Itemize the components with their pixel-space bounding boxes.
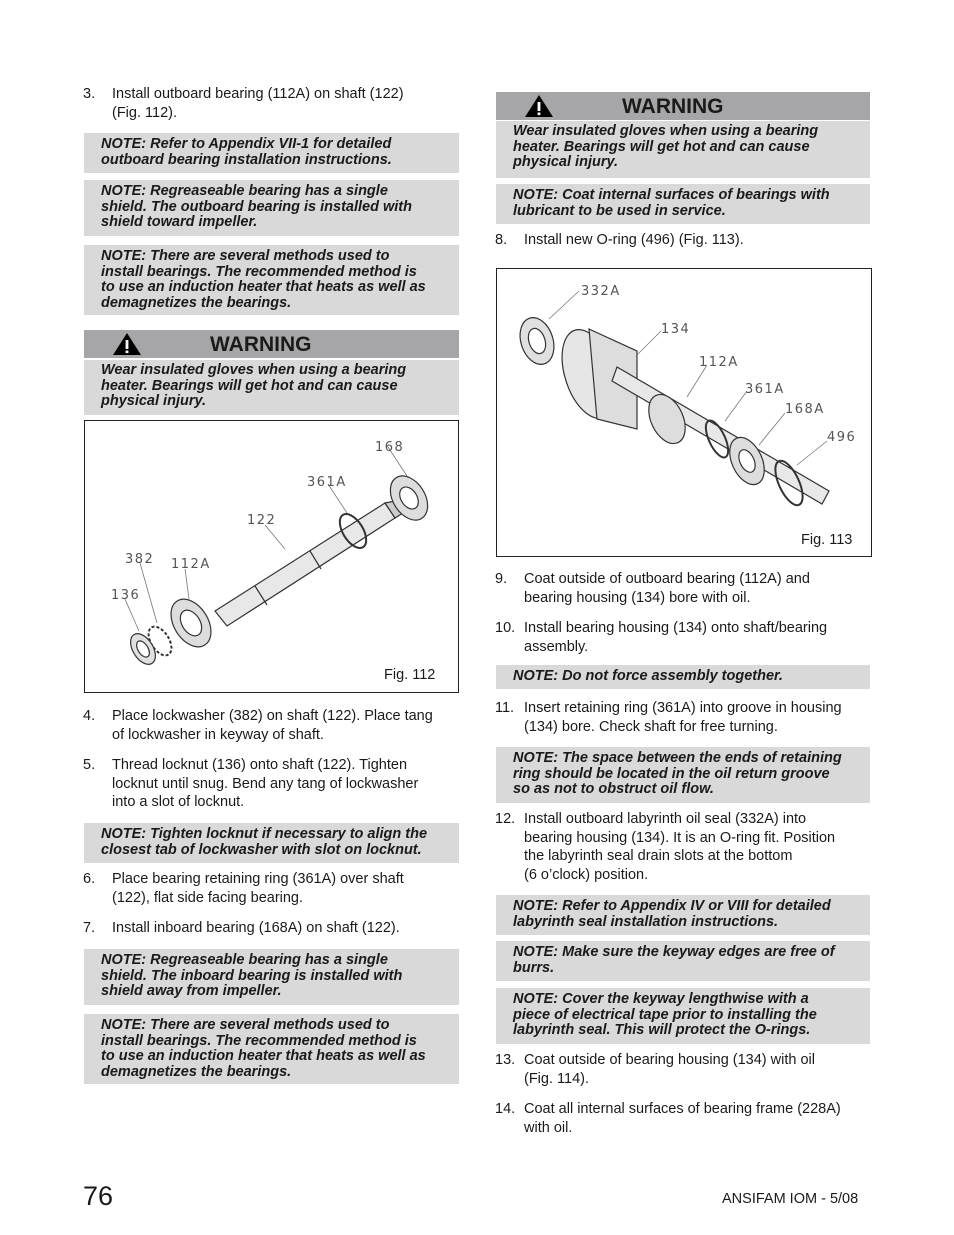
label-134: 134 xyxy=(661,322,691,337)
note-coat-bearings: NOTE: Coat internal surfaces of bearings with lubricant to be used in service. xyxy=(496,184,870,224)
step-number: 3. xyxy=(83,86,96,102)
label-168a: 168A xyxy=(785,402,825,417)
step-text: Coat outside of outboard bearing (112A) and bearing housing (134) bore with oil. xyxy=(524,571,810,606)
step-number: 9. xyxy=(495,571,508,587)
figure-112 xyxy=(84,420,459,693)
note-install-methods: NOTE: There are several methods used to install bearings. The recommended method is to use an induction heater that heats as well as demagnetizes the bearings. xyxy=(84,245,459,315)
document-id: ANSIFAM IOM - 5/08 xyxy=(722,1191,859,1207)
note-install-methods-2: NOTE: There are several methods used to install bearings. The recommended method is to use an induction heater that heats as well as demagnetizes the bearings. xyxy=(84,1014,459,1084)
label-332a: 332A xyxy=(581,284,621,299)
page-number: 76 xyxy=(83,1181,114,1211)
step-text: Coat outside of bearing housing (134) with oil (Fig. 114). xyxy=(524,1052,815,1087)
warning-body: Wear insulated gloves when using a bearing heater. Bearings will get hot and can cause physical injury. xyxy=(496,121,870,178)
step-number: 10. xyxy=(495,620,516,636)
label-361a: 361A xyxy=(307,475,347,490)
label-496: 496 xyxy=(827,430,857,445)
step-text: Thread locknut (136) onto shaft (122). Tighten locknut until snug. Bend any tang of lockwasher into a slot of locknut. xyxy=(112,757,419,810)
label-382: 382 xyxy=(125,552,155,567)
warning-body: Wear insulated gloves when using a bearing heater. Bearings will get hot and can cause physical injury. xyxy=(84,360,459,415)
shaft-assembly-illustration xyxy=(85,421,458,692)
warning-title: WARNING xyxy=(210,333,312,356)
step-text: Install outboard bearing (112A) on shaft (122) (Fig. 112). xyxy=(112,86,404,121)
figure-caption: Fig. 112 xyxy=(384,667,436,683)
warning-title: WARNING xyxy=(622,95,724,118)
note-do-not-force: NOTE: Do not force assembly together. xyxy=(496,665,870,689)
housing-assembly-illustration xyxy=(497,269,871,556)
note-tighten-locknut: NOTE: Tighten locknut if necessary to align the closest tab of lockwasher with slot on locknut. xyxy=(84,823,459,863)
label-361a: 361A xyxy=(745,382,785,397)
step-text: Install outboard labyrinth oil seal (332A) into bearing housing (134). It is an O-ring fit. Position the labyrinth seal drain slots at the bottom (6 o’clock) position. xyxy=(524,811,836,883)
step-text: Install inboard bearing (168A) on shaft (122). xyxy=(112,920,400,936)
step-text: Place bearing retaining ring (361A) over shaft (122), flat side facing bearing. xyxy=(112,871,404,906)
note-appendix-vii: NOTE: Refer to Appendix VII-1 for detailed outboard bearing installation instructions. xyxy=(84,133,459,173)
step-number: 5. xyxy=(83,757,96,773)
step-number: 13. xyxy=(495,1052,516,1068)
step-text: Install new O-ring (496) (Fig. 113). xyxy=(524,232,744,248)
note-keyway-tape: NOTE: Cover the keyway lengthwise with a piece of electrical tape prior to installing the labyrinth seal. This will protect the O-rings. xyxy=(496,988,870,1044)
label-112a: 112A xyxy=(171,557,211,572)
figure-113 xyxy=(496,268,872,557)
step-number: 7. xyxy=(83,920,96,936)
step-text: Coat all internal surfaces of bearing frame (228A) with oil. xyxy=(524,1101,841,1136)
note-appendix-iv-viii: NOTE: Refer to Appendix IV or VIII for detailed labyrinth seal installation instructions. xyxy=(496,895,870,935)
step-number: 12. xyxy=(495,811,516,827)
label-122: 122 xyxy=(247,513,277,528)
note-regreaseable-inboard: NOTE: Regreaseable bearing has a single shield. The inboard bearing is installed with shield away from impeller. xyxy=(84,949,459,1005)
warning-icon xyxy=(112,332,142,356)
label-112a: 112A xyxy=(699,355,739,370)
label-136: 136 xyxy=(111,588,141,603)
step-number: 11. xyxy=(495,700,515,716)
figure-caption: Fig. 113 xyxy=(801,532,853,548)
note-regreaseable-outboard: NOTE: Regreaseable bearing has a single shield. The outboard bearing is installed with shield toward impeller. xyxy=(84,180,459,236)
step-number: 6. xyxy=(83,871,96,887)
label-168: 168 xyxy=(375,440,405,455)
step-number: 14. xyxy=(495,1101,516,1117)
step-text: Place lockwasher (382) on shaft (122). Place tang of lockwasher in keyway of shaft. xyxy=(112,708,433,743)
step-number: 4. xyxy=(83,708,96,724)
warning-banner xyxy=(496,92,870,120)
note-keyway-burrs: NOTE: Make sure the keyway edges are free of burrs. xyxy=(496,941,870,981)
step-text: Insert retaining ring (361A) into groove in housing (134) bore. Check shaft for free turning. xyxy=(524,700,842,735)
step-text: Install bearing housing (134) onto shaft/bearing assembly. xyxy=(524,620,828,655)
note-retaining-ring-gap: NOTE: The space between the ends of retaining ring should be located in the oil return groove so as not to obstruct oil flow. xyxy=(496,747,870,803)
warning-banner xyxy=(84,330,459,358)
warning-icon xyxy=(524,94,554,118)
step-number: 8. xyxy=(495,232,508,248)
